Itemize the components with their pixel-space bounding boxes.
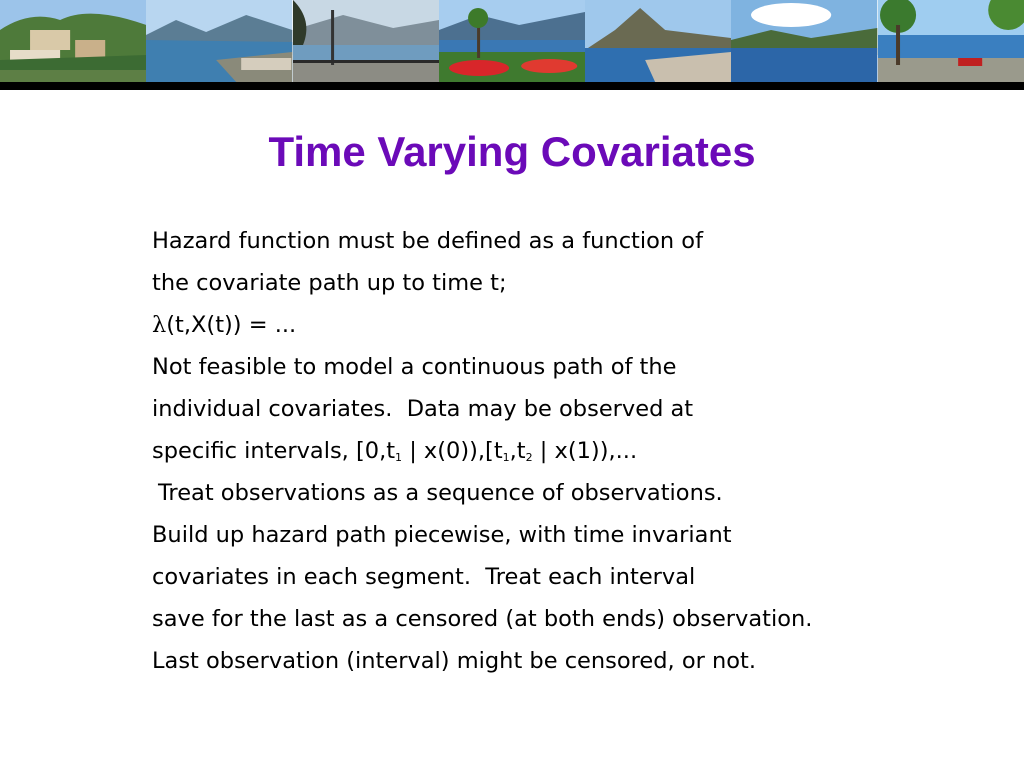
slide-body [152, 222, 932, 684]
body-line: individual covariates. Data may be observed at [152, 396, 694, 422]
body-line-formula [152, 306, 932, 348]
interval-text: | x(0)),[t [402, 438, 503, 464]
lake-bay-clouds-photo [731, 0, 877, 82]
lake-town-mountains-photo [146, 0, 292, 82]
body-line: covariates in each segment. Treat each interval [152, 564, 696, 590]
mountain-peak-lake-photo [585, 0, 731, 82]
lakeside-bench-trees-photo [878, 0, 1024, 82]
body-line: save for the last as a censored (at both ends) observation. [152, 606, 813, 632]
subscript: 2 [525, 451, 533, 464]
banner-divider [0, 82, 1024, 90]
hillside-village-photo [0, 0, 146, 82]
lambda-symbol: λ [152, 312, 167, 338]
lakeside-promenade-photo [293, 0, 439, 82]
flower-garden-lake-photo [439, 0, 585, 82]
body-line-intervals [152, 432, 932, 474]
interval-text: ,t [509, 438, 526, 464]
subscript: 1 [395, 451, 403, 464]
body-line: Hazard function must be defined as a function of [152, 228, 703, 254]
body-line: Treat observations as a sequence of observations. [158, 480, 723, 506]
photo-banner [0, 0, 1024, 82]
interval-text: | x(1)),... [532, 438, 638, 464]
formula-text: (t,X(t)) = ... [166, 312, 297, 338]
body-line: Build up hazard path piecewise, with time invariant [152, 522, 732, 548]
body-line: the covariate path up to time t; [152, 270, 507, 296]
slide-title: Time Varying Covariates [268, 128, 756, 175]
body-line: Not feasible to model a continuous path of the [152, 354, 677, 380]
interval-text: specific intervals, [0,t [152, 438, 396, 464]
body-line: Last observation (interval) might be censored, or not. [152, 648, 757, 674]
subscript: 1 [502, 451, 510, 464]
